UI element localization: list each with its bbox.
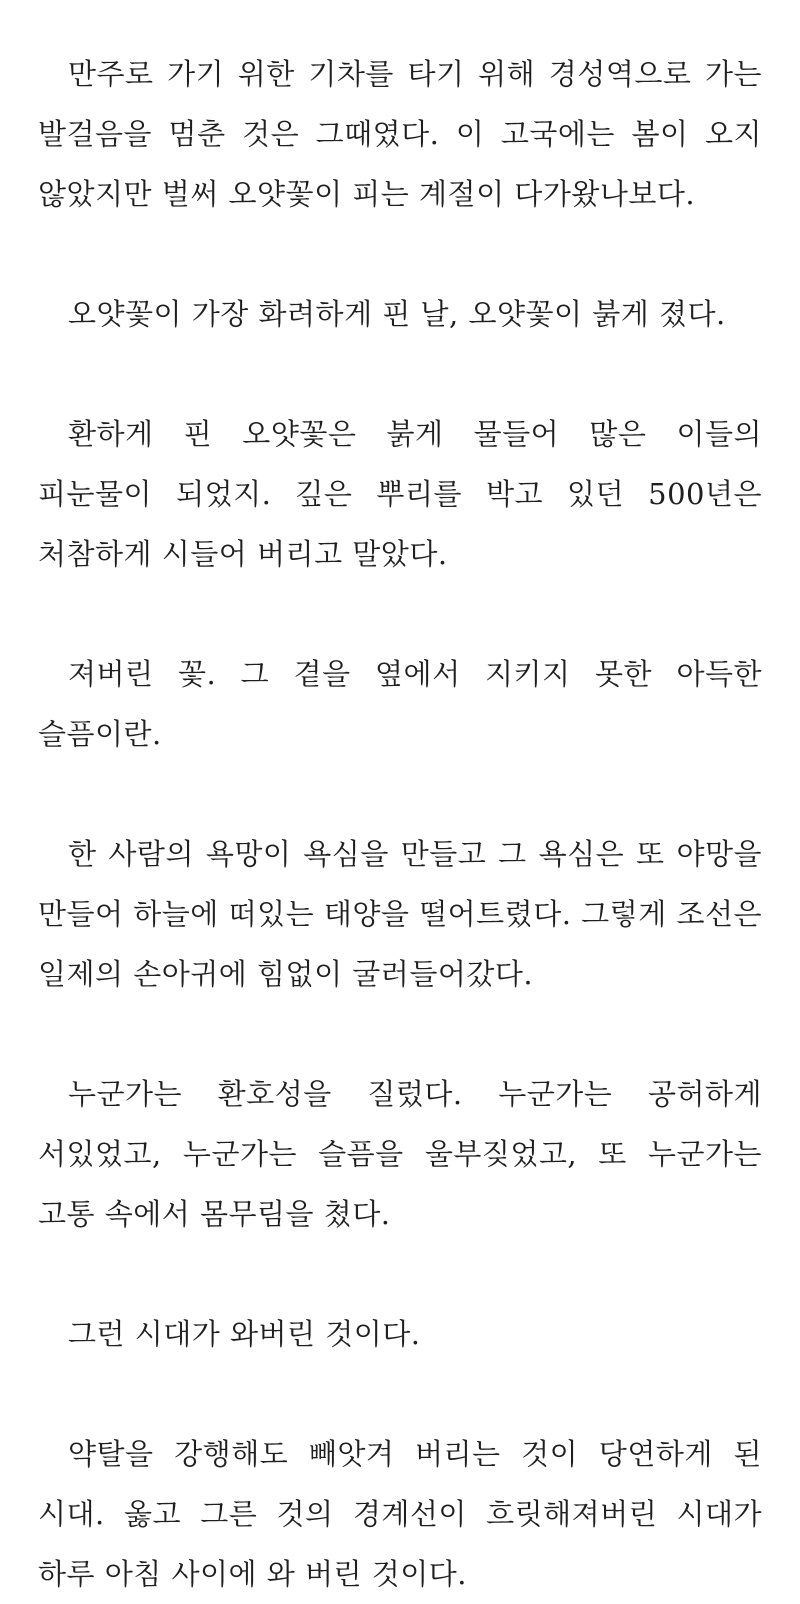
paragraph-4: 져버린 꽃. 그 곁을 옆에서 지키지 못한 아득한 슬픔이란. [38,657,762,751]
paragraph-5: 한 사람의 욕망이 욕심을 만들고 그 욕심은 또 야망을 만들어 하늘에 떠있는 태양을 떨어트렸다. 그렇게 조선은 일제의 손아귀에 힘없이 굴러들어갔다. [38,837,762,991]
paragraph-8: 약탈을 강행해도 빼앗겨 버리는 것이 당연하게 된 시대. 옳고 그른 것의 경계선이 흐릿해져버린 시대가 하루 아침 사이에 와 버린 것이다. [38,1437,762,1591]
paragraph-3: 환하게 핀 오얏꽃은 붉게 물들어 많은 이들의 피눈물이 되었지. 깊은 뿌리를 박고 있던 500년은 처참하게 시들어 버리고 말았다. [38,417,762,571]
paragraph-1: 만주로 가기 위한 기차를 타기 위해 경성역으로 가는 발걸음을 멈춘 것은 그때였다. 이 고국에는 봄이 오지 않았지만 벌써 오얏꽃이 피는 계절이 다가왔나보다. [38,57,762,211]
paragraph-6: 누군가는 환호성을 질렀다. 누군가는 공허하게 서있었고, 누군가는 슬픔을 울부짖었고, 또 누군가는 고통 속에서 몸무림을 쳤다. [38,1077,762,1231]
paragraph-2: 오얏꽃이 가장 화려하게 핀 날, 오얏꽃이 붉게 졌다. [68,297,726,331]
paragraph-7: 그런 시대가 와버린 것이다. [68,1317,421,1351]
